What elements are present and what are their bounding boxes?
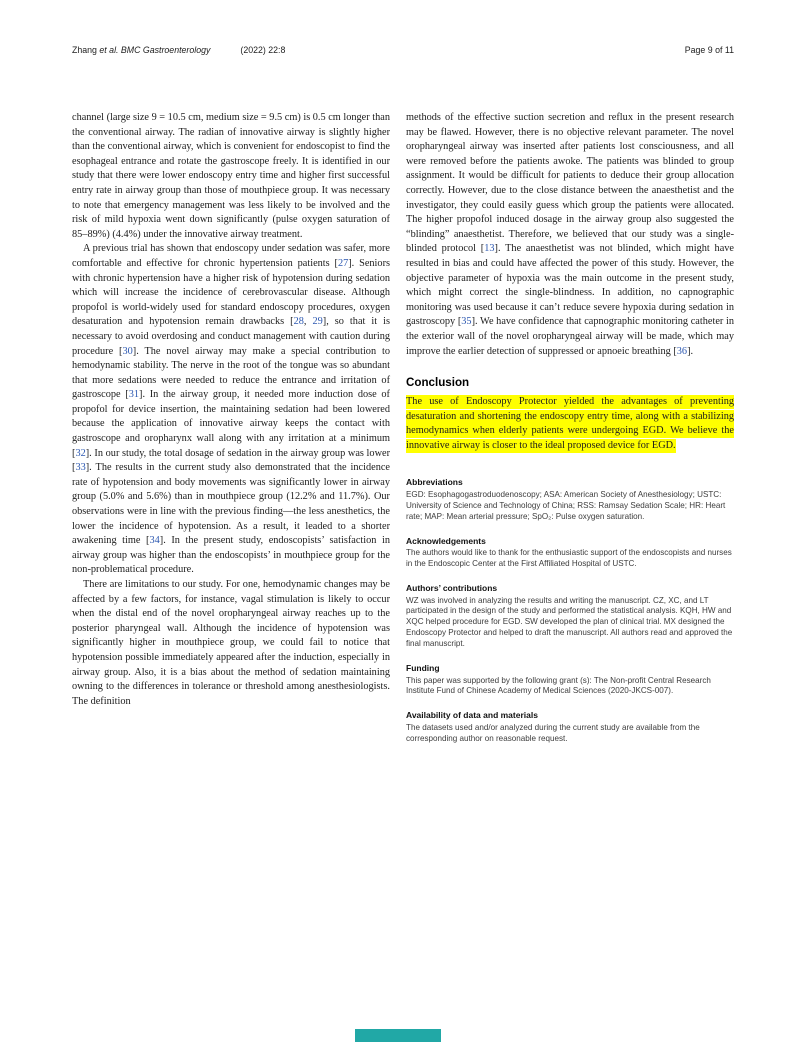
running-head-authors: Zhang et al. BMC Gastroenterology bbox=[72, 45, 211, 55]
backmatter-section bbox=[406, 536, 734, 570]
bottom-accent-bar bbox=[355, 1029, 441, 1042]
conclusion-paragraph bbox=[406, 395, 734, 453]
citation-link[interactable]: 30 bbox=[122, 345, 133, 357]
conclusion-section bbox=[406, 376, 734, 453]
paragraph: There are limitations to our study. For one, hemodynamic changes may be affected by a few factors, for instance, vagal stimulation is likely to occur when the distal end of the novel oropharyngeal airway reaches up to the posterior pharyngeal wall. Although the incidence of hypotension was significantly higher in mouthpiece group, we could fail to notice that hypotension possible immediately appeared after the induction, especially in airway group. Also, it is a bias about the method of sedation maintaining owning to the differences in tolerance or threshold among anesthesiologists. The definition bbox=[72, 579, 390, 707]
backmatter-text: The datasets used and/or analyzed during the current study are available from the corresponding author on reasonable request. bbox=[406, 722, 700, 743]
highlighted-text: The use of Endoscopy Protector yielded the advantages of preventing desaturation and shortening the endoscopy entry time, along with a stabilizing hemodynamics when elderly patients were undergoing EGD. We believe the innovative airway is closer to the ideal proposed device for EGD. bbox=[406, 396, 734, 451]
page-header bbox=[72, 0, 734, 55]
citation-link[interactable]: 33 bbox=[75, 462, 86, 474]
right-column-text bbox=[406, 111, 734, 359]
backmatter-section bbox=[406, 663, 734, 697]
backmatter-text: This paper was supported by the following grant (s): The Non-profit Central Research Institute Fund of Chinese Academy of Medical Sciences (2020-JKCS-007). bbox=[406, 675, 711, 696]
backmatter-heading: Availability of data and materials bbox=[406, 710, 538, 721]
backmatter bbox=[406, 477, 734, 744]
backmatter-text: EGD: Esophagogastroduodenoscopy; ASA: American Society of Anesthesiology; USTC: University of Science and Technology of China; RSS: Ramsay Sedation Scale; HR: Heart rate; MAP: Mean arterial pressure; SpO₂: Pulse oxygen saturation. bbox=[406, 489, 726, 521]
right-column bbox=[406, 111, 734, 758]
backmatter-heading: Acknowledgements bbox=[406, 535, 486, 546]
backmatter-section bbox=[406, 477, 734, 522]
citation-link[interactable]: 36 bbox=[676, 345, 688, 357]
backmatter-section bbox=[406, 583, 734, 650]
citation-link[interactable]: 28 bbox=[293, 316, 304, 328]
citation-link[interactable]: 29 bbox=[312, 316, 323, 328]
conclusion-heading: Conclusion bbox=[406, 376, 470, 390]
running-head bbox=[72, 45, 285, 55]
left-column bbox=[72, 111, 390, 758]
running-head-journal: et al. BMC Gastroenterology bbox=[99, 45, 211, 55]
backmatter-section bbox=[406, 710, 734, 744]
backmatter-heading: Authors’ contributions bbox=[406, 583, 498, 593]
backmatter-heading: Funding bbox=[406, 663, 440, 674]
citation-link[interactable]: 32 bbox=[75, 447, 86, 459]
backmatter-text: WZ was involved in analyzing the results and writing the manuscript. CZ, XC, and LT participated in the design of the study and performed the statistical analysis. KQH, HW and XQC helped procedure for EGD. SW developed the plan of clinical trial. MX designed the Endoscopy Protector and helped to draft the manuscript. All authors read and approved the final manuscript. bbox=[406, 595, 733, 649]
citation-link[interactable]: 34 bbox=[149, 535, 160, 547]
citation-link[interactable]: 13 bbox=[484, 243, 495, 255]
paragraph: channel (large size 9 = 10.5 cm, medium size = 9.5 cm) is 0.5 cm longer than the conventional airway. The radian of innovative airway is slightly higher than the conventional airway, which is convenient for endoscopist to find the esophageal entrance and rotate the gastroscope freely. It is identified in our study that there were lower endoscopy entry time and higher first successful entry rate in airway group than those of mouthpiece group. It was necessary to note that emergency management was less likely to be involved and the risk of mild hypoxia went down significantly (pulse oxygen saturation of 85–89%) (4.4%) under the innovative airway treatment. bbox=[72, 112, 390, 240]
citation-link[interactable]: 35 bbox=[461, 316, 472, 328]
paragraph: A previous trial has shown that endoscopy under sedation was safer, more comfortable and effective for chronic hypertension patients [27]. Seniors with chronic hypertension have a higher risk of hypotension during sedation which will increase the incidence of cerebrovascular disease. Although propofol is world-widely used for standard endoscopy procedures, oxygen desaturation and hypotension remain drawbacks [28, 29], so that it is necessary to avoid overdosing and conduct management with caution during procedure [30]. The novel airway may make a special contribution to hemodynamic stability. The nerve in the root of the tongue was so abundant that more sedations were needed to reduce the entrance and irritation of gastroscope [31]. In the airway group, it needed more induction dose of propofol for device insertion, the maintaining sedation had been lowered because the application of innovative airway keeps the contact with gastroscope and oropharynx wall along with any irritation at a minimum [32]. In our study, the total dosage of sedation in the airway group was lower [33]. The results in the current study also demonstrated that the incidence rate of hypotension and body movements was significantly lower in airway group (5.0% and 5.6%) than in mouthpiece group (12.2% and 11.7%). Our observations were in line with the previous finding—the less anesthetics, the lower the incidence of hypotension. As a result, it leaded to a shorter awakening time [34]. In the present study, endoscopists’ satisfaction in airway group was higher than the endoscopists’ in mouthpiece group for the non-problematical procedure. bbox=[72, 243, 391, 576]
citation-link[interactable]: 27 bbox=[337, 257, 349, 269]
backmatter-heading: Abbreviations bbox=[406, 477, 463, 488]
citation-link[interactable]: 31 bbox=[128, 389, 140, 401]
two-column-body bbox=[72, 111, 734, 758]
page-number: Page 9 of 11 bbox=[684, 45, 734, 55]
paragraph: methods of the effective suction secretion and reflux in the present research may be flawed. However, there is no objective relevant parameter. The novel oropharyngeal airway was inserted after patients lost consciousness, and all were removed before the patients awoke. The patients was blinded to group assignment. It would be difficult for patients to deduce their group allocation correctly. However, due to the close distance between the anaesthetist and the investigator, they could easily guess which group the patients were allocated. The higher propofol induced dosage in the airway group also suggested the “blinding” anaesthetist. Therefore, we believed that our study was a single-blinded protocol [13]. The anaesthetist was not blinded, which might have resulted in bias and could have affected the power of this study. However, the objective parameter of hypoxia was the main outcome in the present study, which might correct the single-blindness. In addition, no capnographic monitoring was used because it can’t reduce severe hypoxia during sedation in gastroscopy [35]. We have confidence that capnographic monitoring catheter in the exterior wall of the novel oropharyngeal airway will be made, which may improve the earlier detection of suppressed or apnoeic breathing [36]. bbox=[406, 112, 734, 357]
backmatter-text: The authors would like to thank for the enthusiastic support of the endoscopists and nurses in the Endoscopic Center at the First Affiliated Hospital of USTC. bbox=[406, 548, 732, 569]
running-head-issue: (2022) 22:8 bbox=[240, 45, 286, 55]
